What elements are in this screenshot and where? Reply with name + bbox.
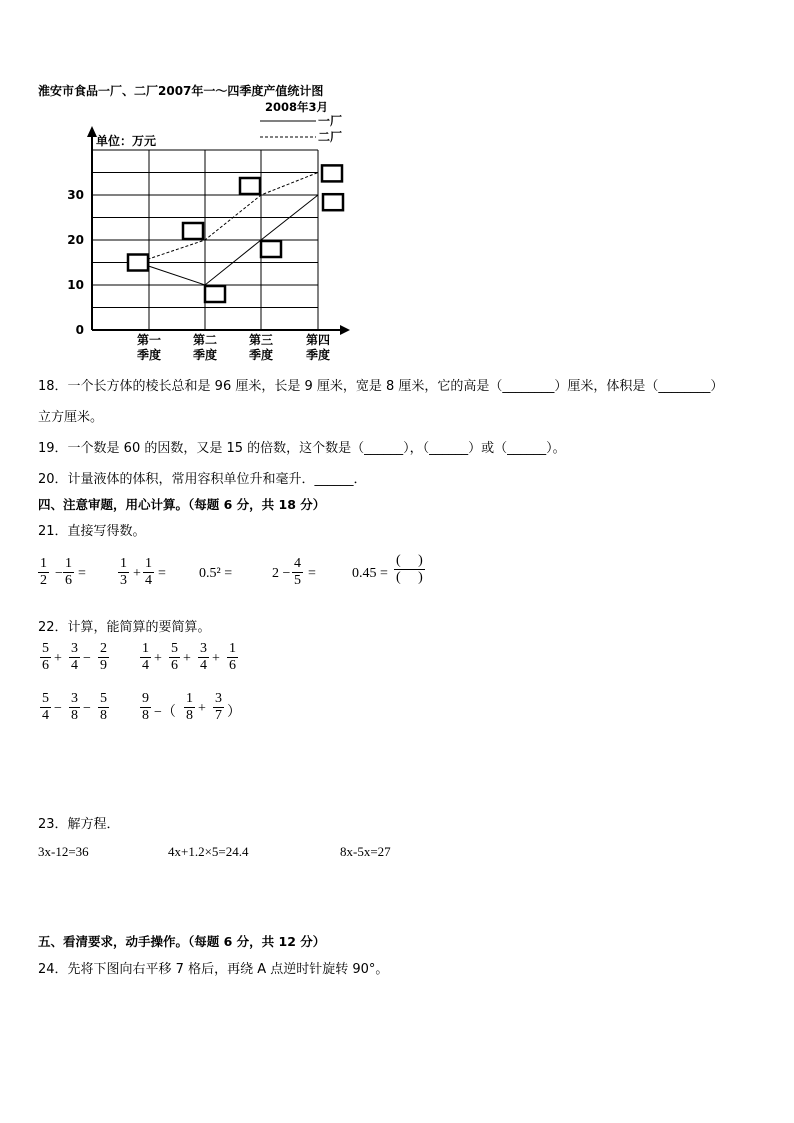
x-tick-label: 季度 bbox=[136, 348, 162, 362]
answer-box bbox=[128, 255, 148, 271]
x-tick-label: 第二 bbox=[192, 333, 218, 347]
operator: − bbox=[54, 701, 62, 716]
answer-box bbox=[323, 194, 343, 210]
operator: −（ bbox=[154, 705, 176, 720]
question-21: 21．直接写得数。 bbox=[38, 524, 146, 539]
x-tick-labels bbox=[137, 332, 330, 362]
question-18-line1: 18．一个长方体的棱长总和是 96 厘米，长是 9 厘米，宽是 8 厘米，它的高是（________）厘米，体积是（________） bbox=[38, 379, 724, 394]
fraction: $\frac{2}{9}$ bbox=[100, 641, 107, 673]
operator: + bbox=[198, 701, 206, 716]
x-tick-label: 第四 bbox=[305, 333, 331, 347]
fraction: $\frac{3}{4}$ bbox=[200, 641, 207, 673]
answer-box bbox=[261, 241, 281, 257]
fraction: $\frac{3}{8}$ bbox=[71, 691, 78, 723]
fraction: $\frac{1}{4}$ bbox=[142, 641, 149, 673]
equation-2: 4x+1.2×5=24.4 bbox=[168, 844, 249, 859]
fraction: $\frac{5}{6}$ bbox=[171, 641, 178, 673]
section-4-heading: 四、注意审题，用心计算。（每题 6 分，共 18 分） bbox=[38, 497, 326, 512]
fraction: $\frac{9}{8}$ bbox=[142, 691, 149, 723]
fraction: $\frac{5}{6}$ bbox=[42, 641, 49, 673]
equation-3: 8x-5x=27 bbox=[340, 844, 391, 859]
y-tick-label: 30 bbox=[67, 188, 84, 202]
question-20: 20．计量液体的体积，常用容积单位升和毫升．______． bbox=[38, 472, 367, 487]
fraction: $\frac{1}{8}$ bbox=[186, 691, 193, 723]
answer-box bbox=[240, 178, 260, 194]
question-22: 22．计算，能简算的要简算。 bbox=[38, 620, 211, 635]
fraction: $\frac{5}{8}$ bbox=[100, 691, 107, 723]
fraction: $\frac{3}{4}$ bbox=[71, 641, 78, 673]
operator: + bbox=[183, 651, 191, 666]
answer-box bbox=[322, 165, 342, 181]
question-23: 23．解方程． bbox=[38, 817, 120, 832]
fraction: $\frac{5}{4}$ bbox=[42, 691, 49, 723]
fraction: $\frac{1}{6}$ bbox=[229, 641, 236, 673]
x-tick-label: 季度 bbox=[192, 348, 218, 362]
chart-date: 2008年3月 bbox=[265, 100, 329, 114]
operator: − bbox=[83, 701, 91, 716]
answer-box bbox=[205, 286, 225, 302]
chart-title: 淮安市食品一厂、二厂2007年一～四季度产值统计图 bbox=[38, 84, 324, 98]
legend-label-1: 一厂 bbox=[318, 114, 343, 128]
x-axis-arrow bbox=[340, 325, 350, 335]
fraction: $\frac{3}{7}$ bbox=[215, 691, 222, 723]
x-tick-label: 季度 bbox=[305, 348, 331, 362]
y-tick-label: 20 bbox=[67, 233, 84, 247]
question-18-line2: 立方厘米。 bbox=[38, 410, 104, 425]
y-tick-label: 10 bbox=[67, 278, 84, 292]
y-tick-labels bbox=[67, 188, 84, 337]
operator: ） bbox=[227, 705, 241, 720]
y-tick-label: 0 bbox=[75, 323, 84, 337]
question-24: 24．先将下图向右平移 7 格后，再绕 A 点逆时针旋转 90°。 bbox=[38, 962, 389, 977]
operator: − bbox=[83, 651, 91, 666]
answer-box bbox=[183, 223, 203, 239]
question-19: 19．一个数是 60 的因数，又是 15 的倍数，这个数是（______），（______）或（______）。 bbox=[38, 441, 566, 456]
line-chart bbox=[0, 0, 794, 370]
x-tick-label: 第一 bbox=[136, 333, 162, 347]
operator: + bbox=[212, 651, 220, 666]
x-tick-label: 季度 bbox=[248, 348, 274, 362]
equation-1: 3x-12=36 bbox=[38, 844, 89, 859]
q21-expr-3: 0.5² = bbox=[199, 566, 233, 581]
operator: + bbox=[154, 651, 162, 666]
x-tick-label: 第三 bbox=[248, 333, 274, 347]
unit-label: 单位：万元 bbox=[96, 134, 157, 148]
section-5-heading: 五、看清要求，动手操作。（每题 6 分，共 12 分） bbox=[38, 934, 326, 949]
legend-label-2: 二厂 bbox=[318, 130, 343, 144]
operator: + bbox=[54, 651, 62, 666]
